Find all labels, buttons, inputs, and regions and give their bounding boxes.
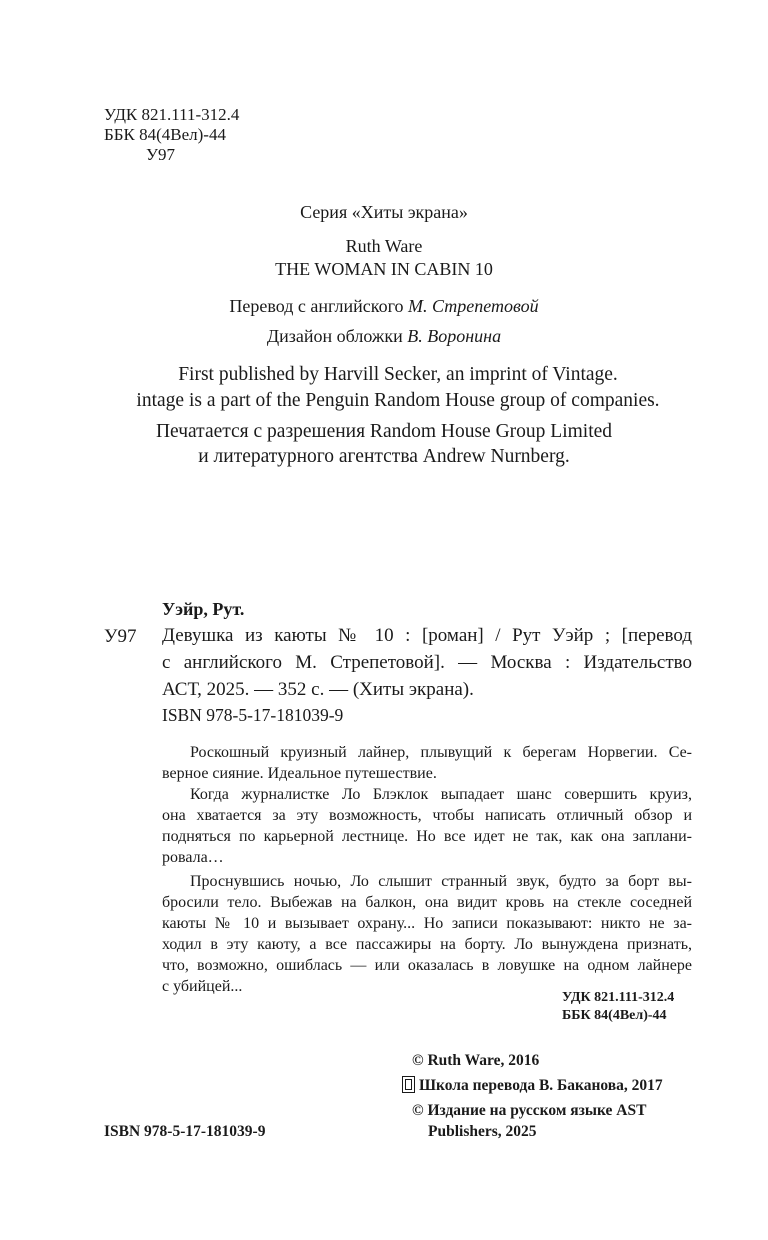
- catalog-isbn: ISBN 978-5-17-181039-9: [162, 705, 344, 725]
- annotation-p3-line-2: бросили тело. Выбежав на балкон, она видит кровь на стекле соседней: [162, 894, 692, 911]
- annotation-p3-line-1: Проснувшись ночью, Ло слышит странный звук, будто за борт вы-: [190, 873, 692, 890]
- udk-code: УДК 821.111-312.4: [104, 105, 240, 124]
- catalog-entry-line-2: с английского М. Стрепетовой]. — Москва : Издательство: [162, 652, 692, 673]
- bottom-isbn: ISBN 978-5-17-181039-9: [104, 1123, 266, 1140]
- catalog-author-heading: Уэйр, Рут.: [162, 599, 245, 619]
- original-author: Ruth Ware: [345, 236, 423, 256]
- cover-design-prefix: Дизайон обложки: [266, 326, 408, 346]
- author-mark: У97: [146, 145, 176, 164]
- bottom-udk-code: УДК 821.111-312.4: [562, 990, 675, 1005]
- annotation-p2-line-2: она хватается за эту возможность, чтобы написать отличный обзор и: [162, 807, 692, 824]
- annotation: [162, 742, 692, 997]
- copyright-edition-line-2: Publishers, 2025: [428, 1123, 537, 1140]
- annotation-p3-line-4: ходил в эту каюту, а все пассажиры на борту. Ло вынуждена признать,: [162, 936, 692, 953]
- annotation-p1-line-2: верное сияние. Идеальное путешествие.: [162, 765, 437, 782]
- annotation-p3-line-5: что, возможно, ошиблась — или оказалась в ловушке на одном лайнере: [162, 957, 692, 974]
- rights-line-4: и литературного агентства Andrew Nurnberg.: [198, 446, 570, 467]
- catalog-entry-line-3: АСТ, 2025. — 352 с. — (Хиты экрана).: [162, 679, 474, 700]
- rights-line-3: Печатается с разрешения Random House Group Limited: [155, 421, 613, 442]
- bottom-bbk-code: ББК 84(4Вел)-44: [562, 1008, 667, 1023]
- translator-name: М. Стрепетовой: [408, 296, 539, 316]
- copyright-school-text: Школа перевода В. Баканова, 2017: [419, 1077, 663, 1094]
- bbk-code: ББК 84(4Вел)-44: [104, 125, 226, 144]
- catalog-mark: У97: [104, 626, 137, 647]
- catalog-entry-line-1: Девушка из каюты № 10 : [роман] / Рут Уэйр ; [перевод: [162, 625, 692, 646]
- original-title: THE WOMAN IN CABIN 10: [275, 259, 493, 279]
- translation-credit: [0, 296, 768, 317]
- designer-name: В. Воронина: [407, 326, 502, 346]
- cover-design-credit: [0, 326, 768, 347]
- publisher-logo-icon: [402, 1076, 415, 1093]
- copyright-author: © Ruth Ware, 2016: [412, 1052, 540, 1069]
- annotation-p2-line-1: Когда журналистке Ло Блэклок выпадает шанс совершить круиз,: [190, 786, 692, 803]
- annotation-p3-line-6: с убийцей...: [162, 978, 243, 995]
- rights-line-1: First published by Harvill Secker, an imprint of Vintage.: [178, 364, 618, 385]
- series-title: Серия «Хиты экрана»: [300, 202, 468, 222]
- rights-line-2: intage is a part of the Penguin Random House group of companies.: [136, 390, 660, 411]
- annotation-p3-line-3: каюты № 10 и вызывает охрану... Но записи показывают: никто не за-: [162, 915, 692, 932]
- annotation-p1-line-1: Роскошный круизный лайнер, плывущий к берегам Норвегии. Се-: [190, 744, 692, 761]
- annotation-p2-line-3: подняться по карьерной лестнице. Но все идет не так, как она заплани-: [162, 828, 692, 845]
- annotation-p2-line-4: ровала…: [162, 849, 224, 866]
- catalog-entry: [162, 622, 692, 703]
- translation-prefix: Перевод с английского: [229, 296, 408, 316]
- copyright-edition-line-1: © Издание на русском языке AST: [412, 1102, 647, 1119]
- copyright-school: [402, 1075, 663, 1097]
